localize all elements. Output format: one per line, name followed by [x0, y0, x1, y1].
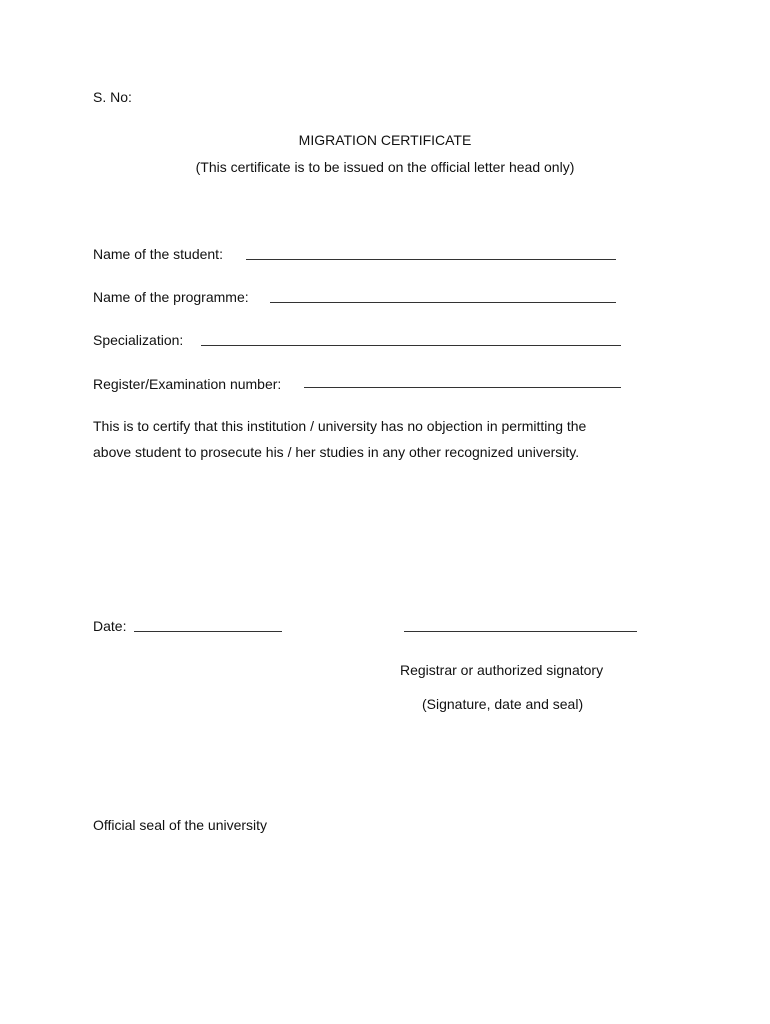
certification-line-2: above student to prosecute his / her studies in any other recognized university.: [93, 444, 580, 460]
serial-number-label: S. No:: [93, 89, 132, 105]
register-number-field[interactable]: [304, 387, 621, 388]
signature-line[interactable]: [404, 631, 637, 632]
specialization-label: Specialization:: [93, 332, 184, 348]
specialization-field[interactable]: [201, 345, 621, 346]
programme-label: Name of the programme:: [93, 289, 249, 305]
student-name-label: Name of the student:: [93, 246, 223, 262]
date-label: Date:: [93, 618, 127, 634]
programme-field[interactable]: [270, 302, 616, 303]
certificate-subtitle: (This certificate is to be issued on the official letter head only): [195, 159, 575, 175]
certification-line-1: This is to certify that this institution / university has no objection in permitting the: [93, 418, 587, 434]
student-name-field[interactable]: [246, 259, 616, 260]
date-field[interactable]: [134, 631, 282, 632]
university-seal-label: Official seal of the university: [93, 817, 268, 833]
certification-statement: [93, 413, 673, 465]
certificate-title: MIGRATION CERTIFICATE: [298, 132, 472, 148]
register-number-label: Register/Examination number:: [93, 376, 282, 392]
signatory-label: Registrar or authorized signatory: [400, 662, 604, 678]
signature-note: (Signature, date and seal): [422, 696, 584, 712]
